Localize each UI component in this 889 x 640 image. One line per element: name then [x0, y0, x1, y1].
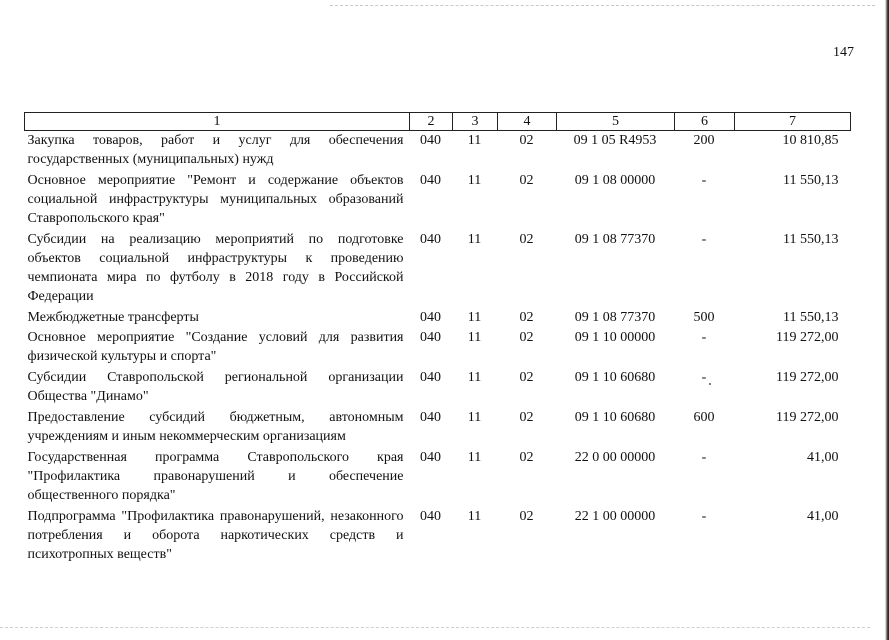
row-expense-type: 500 — [693, 310, 715, 325]
row-description: Государственная программа Ставропольского края "Профилактика правонарушений и обеспечение общественного порядка" — [27, 450, 404, 503]
column-header-5: 5 — [557, 113, 675, 131]
column-header-4: 4 — [498, 113, 557, 131]
row-expense-type: - — [701, 509, 707, 524]
row-section-code: 11 — [467, 370, 482, 385]
row-section-code: 11 — [467, 509, 482, 524]
row-amount: 119 272,00 — [776, 410, 839, 425]
row-amount: 11 550,13 — [783, 232, 839, 247]
table-row — [25, 408, 851, 448]
column-header-2: 2 — [410, 113, 453, 131]
table-row — [25, 368, 851, 408]
row-description: Предоставление субсидий бюджетным, автономным учреждениям и иным некоммерческим организациям — [27, 410, 404, 444]
row-subsection-code: 02 — [519, 133, 534, 148]
table-row — [25, 507, 851, 565]
row-expense-type: 600 — [693, 410, 715, 425]
row-subsection-code: 02 — [519, 330, 534, 345]
row-subsection-code: 02 — [519, 370, 534, 385]
table-row — [25, 171, 851, 230]
row-expense-type: - — [701, 173, 707, 188]
table-row — [25, 131, 851, 172]
row-amount: 41,00 — [807, 450, 839, 465]
row-amount: 11 550,13 — [783, 173, 839, 188]
row-amount: 41,00 — [807, 509, 839, 524]
row-target-code: 09 1 10 60680 — [574, 370, 656, 385]
header-row — [25, 113, 851, 131]
table-row — [25, 328, 851, 368]
table-row — [25, 230, 851, 308]
row-description: Закупка товаров, работ и услуг для обеспечения государственных (муниципальных) нужд — [27, 133, 404, 167]
row-admin-code: 040 — [420, 232, 441, 247]
row-description: Субсидии Ставропольской региональной организации Общества "Динамо" — [27, 370, 404, 404]
row-description: Межбюджетные трансферты — [27, 310, 199, 325]
row-expense-type: - — [701, 450, 707, 465]
row-target-code: 09 1 10 00000 — [574, 330, 656, 345]
row-admin-code: 040 — [420, 450, 441, 465]
table-row — [25, 448, 851, 507]
row-admin-code: 040 — [420, 410, 441, 425]
row-section-code: 11 — [467, 330, 482, 345]
row-section-code: 11 — [467, 173, 482, 188]
row-admin-code: 040 — [420, 133, 441, 148]
row-target-code: 09 1 05 R4953 — [573, 133, 657, 148]
row-target-code: 09 1 08 77370 — [574, 232, 656, 247]
row-subsection-code: 02 — [519, 232, 534, 247]
row-expense-type: 200 — [693, 133, 715, 148]
row-subsection-code: 02 — [519, 450, 534, 465]
row-expense-type: - — [701, 370, 707, 385]
row-target-code: 09 1 08 77370 — [574, 310, 656, 325]
row-section-code: 11 — [467, 232, 482, 247]
row-admin-code: 040 — [420, 509, 441, 524]
column-header-3: 3 — [453, 113, 498, 131]
row-description: Субсидии на реализацию мероприятий по подготовке объектов социальной инфраструктуры к проведению чемпионата мира по футболу в 2018 году в Российской Федерации — [27, 232, 404, 304]
row-section-code: 11 — [467, 450, 482, 465]
row-target-code: 09 1 08 00000 — [574, 173, 656, 188]
row-admin-code: 040 — [420, 330, 441, 345]
row-expense-type: - — [701, 330, 707, 345]
row-subsection-code: 02 — [519, 173, 534, 188]
row-admin-code: 040 — [420, 310, 441, 325]
row-target-code: 22 0 00 00000 — [574, 450, 656, 465]
row-amount: 119 272,00 — [776, 330, 839, 345]
column-header-1: 1 — [25, 113, 410, 131]
row-admin-code: 040 — [420, 370, 441, 385]
row-section-code: 11 — [467, 133, 482, 148]
budget-table — [24, 112, 851, 565]
table-row — [25, 308, 851, 328]
page-number: 147 — [833, 45, 854, 60]
row-subsection-code: 02 — [519, 310, 534, 325]
row-target-code: 09 1 10 60680 — [574, 410, 656, 425]
row-description: Основное мероприятие "Ремонт и содержание объектов социальной инфраструктуры муниципальных образований Ставропольского края" — [27, 173, 404, 226]
row-amount: 11 550,13 — [783, 310, 839, 325]
scan-edge-bottom — [0, 627, 870, 628]
row-section-code: 11 — [467, 410, 482, 425]
row-subsection-code: 02 — [519, 509, 534, 524]
row-admin-code: 040 — [420, 173, 441, 188]
column-header-7: 7 — [735, 113, 851, 131]
row-subsection-code: 02 — [519, 410, 534, 425]
row-description: Основное мероприятие "Создание условий для развития физической культуры и спорта" — [27, 330, 404, 364]
column-header-6: 6 — [675, 113, 735, 131]
row-amount: 10 810,85 — [782, 133, 839, 148]
scan-edge-right — [885, 0, 889, 640]
row-section-code: 11 — [467, 310, 482, 325]
row-target-code: 22 1 00 00000 — [574, 509, 656, 524]
row-expense-type: - — [701, 232, 707, 247]
row-description: Подпрограмма "Профилактика правонарушений, незаконного потребления и оборота наркотических средств и психотропных веществ" — [27, 509, 404, 562]
row-amount: 119 272,00 — [776, 370, 839, 385]
scan-edge-top — [330, 5, 875, 6]
